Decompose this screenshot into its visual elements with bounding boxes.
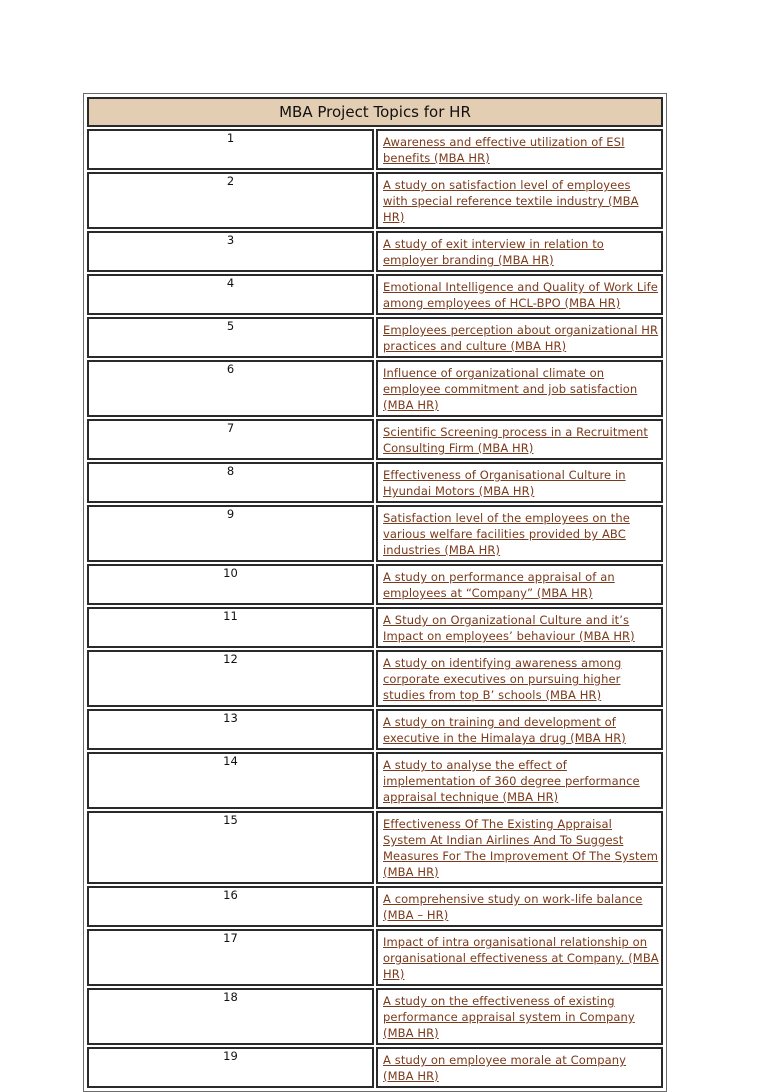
- table-row: [87, 462, 663, 503]
- topic-number: 9: [87, 505, 374, 562]
- topic-number: 18: [87, 988, 374, 1045]
- topic-link[interactable]: A study to analyse the effect of implementation of 360 degree performance appraisal technique (MBA HR): [383, 758, 640, 804]
- table-row: [87, 1047, 663, 1088]
- topic-cell: [376, 988, 663, 1045]
- topic-cell: [376, 172, 663, 229]
- topic-number: 13: [87, 709, 374, 750]
- topic-cell: [376, 650, 663, 707]
- topic-link[interactable]: Influence of organizational climate on employee commitment and job satisfaction (MBA HR): [383, 366, 638, 412]
- table-row: [87, 886, 663, 927]
- topic-number: 10: [87, 564, 374, 605]
- topic-cell: [376, 231, 663, 272]
- table-row: [87, 231, 663, 272]
- topic-cell: [376, 607, 663, 648]
- topic-link[interactable]: A comprehensive study on work-life balance (MBA – HR): [383, 892, 643, 922]
- topic-cell: [376, 811, 663, 884]
- topic-number: 4: [87, 274, 374, 315]
- topic-link[interactable]: A study on employee morale at Company (MBA HR): [383, 1053, 627, 1083]
- topic-link[interactable]: Effectiveness of Organisational Culture in Hyundai Motors (MBA HR): [383, 468, 626, 498]
- topic-number: 7: [87, 419, 374, 460]
- topic-link[interactable]: Effectiveness Of The Existing Appraisal System At Indian Airlines And To Suggest Measures For The Improvement Of The System (MBA HR): [383, 817, 659, 879]
- topic-cell: [376, 886, 663, 927]
- table-row: [87, 505, 663, 562]
- topic-cell: [376, 564, 663, 605]
- topic-link[interactable]: Satisfaction level of the employees on the various welfare facilities provided by ABC industries (MBA HR): [383, 511, 630, 557]
- topic-number: 19: [87, 1047, 374, 1088]
- topic-number: 2: [87, 172, 374, 229]
- topic-number: 15: [87, 811, 374, 884]
- table-row: [87, 564, 663, 605]
- topic-cell: [376, 929, 663, 986]
- topic-cell: [376, 1047, 663, 1088]
- table-row: [87, 274, 663, 315]
- table-row: [87, 317, 663, 358]
- table-row: [87, 172, 663, 229]
- topic-number: 11: [87, 607, 374, 648]
- table-row: [87, 360, 663, 417]
- topic-link[interactable]: A study on the effectiveness of existing performance appraisal system in Company (MBA HR): [383, 994, 635, 1040]
- topic-number: 3: [87, 231, 374, 272]
- topic-link[interactable]: Awareness and effective utilization of ESI benefits (MBA HR): [383, 135, 625, 165]
- topic-cell: [376, 129, 663, 170]
- topic-link[interactable]: Emotional Intelligence and Quality of Work Life among employees of HCL-BPO (MBA HR): [383, 280, 658, 310]
- topic-cell: [376, 462, 663, 503]
- topic-number: 14: [87, 752, 374, 809]
- topic-cell: [376, 505, 663, 562]
- table-row: [87, 811, 663, 884]
- topic-link[interactable]: A study on identifying awareness among corporate executives on pursuing higher studies from top B’ schools (MBA HR): [383, 656, 622, 702]
- table-row: [87, 752, 663, 809]
- topic-number: 16: [87, 886, 374, 927]
- table-title-row: [87, 97, 663, 127]
- topics-table-frame: [83, 93, 667, 1092]
- topic-cell: [376, 419, 663, 460]
- topic-link[interactable]: A Study on Organizational Culture and it’s Impact on employees’ behaviour (MBA HR): [383, 613, 635, 643]
- topic-number: 17: [87, 929, 374, 986]
- topic-link[interactable]: A study of exit interview in relation to employer branding (MBA HR): [383, 237, 604, 267]
- table-row: [87, 607, 663, 648]
- topic-number: 1: [87, 129, 374, 170]
- topic-link[interactable]: Scientific Screening process in a Recruitment Consulting Firm (MBA HR): [383, 425, 648, 455]
- table-row: [87, 419, 663, 460]
- topic-number: 5: [87, 317, 374, 358]
- topic-link[interactable]: Employees perception about organizational HR practices and culture (MBA HR): [383, 323, 659, 353]
- topic-cell: [376, 317, 663, 358]
- topic-cell: [376, 752, 663, 809]
- topic-link[interactable]: Impact of intra organisational relationship on organisational effectiveness at Company. (MBA HR): [383, 935, 659, 981]
- topics-table-body: [87, 97, 663, 1088]
- topic-link[interactable]: A study on satisfaction level of employees with special reference textile industry (MBA HR): [383, 178, 639, 224]
- table-row: [87, 929, 663, 986]
- topic-link[interactable]: A study on performance appraisal of an employees at “Company” (MBA HR): [383, 570, 615, 600]
- table-title: MBA Project Topics for HR: [87, 97, 663, 127]
- table-row: [87, 129, 663, 170]
- topic-cell: [376, 274, 663, 315]
- table-row: [87, 709, 663, 750]
- topics-table: [85, 95, 665, 1090]
- table-row: [87, 988, 663, 1045]
- topic-link[interactable]: A study on training and development of executive in the Himalaya drug (MBA HR): [383, 715, 626, 745]
- topic-cell: [376, 360, 663, 417]
- table-row: [87, 650, 663, 707]
- topic-number: 8: [87, 462, 374, 503]
- topic-cell: [376, 709, 663, 750]
- topic-number: 6: [87, 360, 374, 417]
- topic-number: 12: [87, 650, 374, 707]
